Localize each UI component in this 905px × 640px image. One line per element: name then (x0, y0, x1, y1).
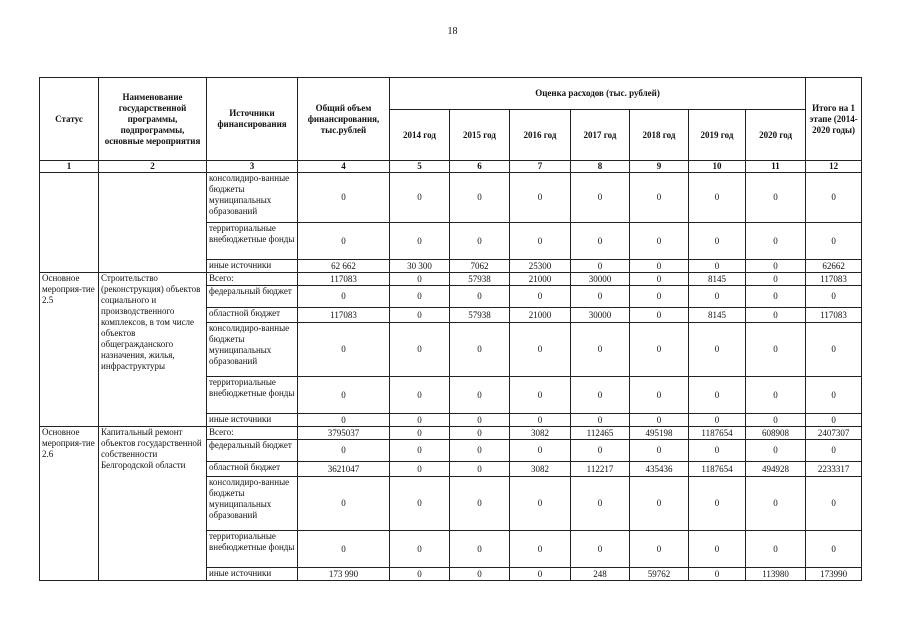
value-cell: 0 (450, 427, 510, 440)
value-cell: 0 (510, 323, 571, 377)
value-cell: 495198 (630, 427, 689, 440)
value-cell: 0 (689, 223, 746, 260)
header-estimate: Оценка расходов (тыс. рублей) (390, 78, 806, 110)
measure-status-cell: Основное мероприя-тие 2.6 (40, 427, 99, 581)
source-cell: федеральный бюджет (207, 286, 298, 308)
value-cell: 0 (390, 286, 450, 308)
value-cell: 0 (630, 260, 689, 273)
value-cell: 0 (630, 477, 689, 531)
value-cell: 0 (630, 273, 689, 286)
value-cell: 0 (689, 568, 746, 581)
header-sources: Источники финансирования (207, 78, 298, 161)
value-cell: 0 (450, 414, 510, 427)
header-year: 2014 год (390, 110, 450, 161)
value-cell: 0 (450, 531, 510, 568)
value-cell: 7062 (450, 260, 510, 273)
source-cell: Всего: (207, 273, 298, 286)
column-number: 10 (689, 161, 746, 173)
column-number: 5 (390, 161, 450, 173)
value-cell: 435436 (630, 462, 689, 477)
value-cell: 0 (390, 440, 450, 462)
value-cell: 0 (510, 531, 571, 568)
value-cell: 0 (689, 477, 746, 531)
value-cell: 0 (510, 377, 571, 414)
value-cell: 3082 (510, 462, 571, 477)
value-cell: 0 (298, 173, 390, 223)
value-cell: 0 (746, 308, 806, 323)
source-cell: территориальные внебюджетные фонды (207, 531, 298, 568)
column-number: 12 (806, 161, 862, 173)
value-cell: 0 (746, 477, 806, 531)
value-cell: 0 (510, 568, 571, 581)
value-cell: 0 (390, 273, 450, 286)
table-row (40, 273, 862, 286)
value-cell: 173990 (806, 568, 862, 581)
column-number: 4 (298, 161, 390, 173)
value-cell: 0 (746, 323, 806, 377)
value-cell: 0 (298, 477, 390, 531)
value-cell: 117083 (298, 308, 390, 323)
value-cell: 0 (390, 414, 450, 427)
value-cell: 57938 (450, 273, 510, 286)
value-cell: 0 (746, 531, 806, 568)
value-cell: 0 (746, 286, 806, 308)
value-cell: 113980 (746, 568, 806, 581)
page-number: 18 (447, 26, 458, 37)
value-cell: 0 (571, 173, 630, 223)
table-row (40, 427, 862, 440)
value-cell: 0 (571, 323, 630, 377)
value-cell: 0 (510, 477, 571, 531)
header-total: Общий объем финансирования, тыс.рублей (298, 78, 390, 161)
source-cell: территориальные внебюджетные фонды (207, 223, 298, 260)
value-cell: 62662 (806, 260, 862, 273)
header-name: Наименование государственной программы, подпрограммы, основные мероприятия (99, 78, 207, 161)
value-cell: 0 (510, 223, 571, 260)
value-cell: 0 (746, 260, 806, 273)
value-cell: 117083 (806, 273, 862, 286)
value-cell: 0 (571, 286, 630, 308)
value-cell: 0 (746, 173, 806, 223)
value-cell: 0 (450, 223, 510, 260)
value-cell: 0 (630, 286, 689, 308)
value-cell: 0 (571, 223, 630, 260)
value-cell: 608908 (746, 427, 806, 440)
value-cell: 0 (298, 223, 390, 260)
value-cell: 0 (806, 440, 862, 462)
value-cell: 0 (450, 286, 510, 308)
value-cell: 0 (298, 531, 390, 568)
value-cell: 0 (510, 414, 571, 427)
value-cell: 0 (630, 173, 689, 223)
value-cell: 0 (510, 286, 571, 308)
source-cell: областной бюджет (207, 462, 298, 477)
measure-name-cell: Строительство (реконструкция) объектов социального и производственного комплексов, в том числе объектов общегражданского назначения, жилья, инфраструктуры (99, 273, 207, 427)
source-cell: федеральный бюджет (207, 440, 298, 462)
value-cell: 0 (689, 323, 746, 377)
value-cell: 0 (746, 414, 806, 427)
value-cell: 0 (450, 462, 510, 477)
value-cell: 0 (806, 323, 862, 377)
value-cell: 0 (450, 477, 510, 531)
value-cell: 0 (298, 414, 390, 427)
header-stage-total: Итого на 1 этапе (2014-2020 годы) (806, 78, 862, 161)
value-cell: 0 (390, 308, 450, 323)
value-cell: 0 (571, 260, 630, 273)
table-row (40, 173, 862, 223)
value-cell: 117083 (298, 273, 390, 286)
value-cell: 0 (298, 323, 390, 377)
header-status: Статус (40, 78, 99, 161)
source-cell: консолидиро-ванные бюджеты муниципальных образований (207, 173, 298, 223)
value-cell: 0 (806, 414, 862, 427)
value-cell: 57938 (450, 308, 510, 323)
column-number: 9 (630, 161, 689, 173)
value-cell: 0 (390, 173, 450, 223)
value-cell: 0 (450, 173, 510, 223)
value-cell: 25300 (510, 260, 571, 273)
header-year: 2019 год (689, 110, 746, 161)
source-cell: территориальные внебюджетные фонды (207, 377, 298, 414)
value-cell: 0 (630, 223, 689, 260)
value-cell: 0 (298, 286, 390, 308)
value-cell: 0 (806, 531, 862, 568)
value-cell: 59762 (630, 568, 689, 581)
value-cell: 3621047 (298, 462, 390, 477)
value-cell: 0 (806, 477, 862, 531)
value-cell: 1187654 (689, 462, 746, 477)
value-cell: 0 (630, 531, 689, 568)
value-cell: 30000 (571, 273, 630, 286)
value-cell: 21000 (510, 273, 571, 286)
header-year: 2020 год (746, 110, 806, 161)
value-cell: 0 (390, 462, 450, 477)
value-cell: 2233317 (806, 462, 862, 477)
column-number: 3 (207, 161, 298, 173)
value-cell: 0 (630, 414, 689, 427)
column-number: 6 (450, 161, 510, 173)
value-cell: 0 (450, 440, 510, 462)
value-cell: 0 (689, 173, 746, 223)
column-numbers-row (40, 161, 862, 173)
source-cell: консолидиро-ванные бюджеты муниципальных образований (207, 477, 298, 531)
table-body (40, 173, 862, 581)
value-cell: 0 (390, 323, 450, 377)
source-cell: иные источники (207, 414, 298, 427)
value-cell: 0 (689, 414, 746, 427)
value-cell: 0 (571, 440, 630, 462)
value-cell: 248 (571, 568, 630, 581)
value-cell: 0 (390, 531, 450, 568)
value-cell: 0 (630, 323, 689, 377)
value-cell: 0 (806, 286, 862, 308)
value-cell: 0 (806, 377, 862, 414)
value-cell: 0 (510, 440, 571, 462)
value-cell: 0 (806, 223, 862, 260)
value-cell: 0 (298, 440, 390, 462)
value-cell: 173 990 (298, 568, 390, 581)
value-cell: 0 (390, 427, 450, 440)
measure-status-cell: Основное мероприя-тие 2.5 (40, 273, 99, 427)
value-cell: 8145 (689, 273, 746, 286)
value-cell: 0 (571, 377, 630, 414)
value-cell: 0 (630, 440, 689, 462)
value-cell: 0 (390, 377, 450, 414)
header-year: 2017 год (571, 110, 630, 161)
value-cell: 0 (390, 568, 450, 581)
value-cell: 21000 (510, 308, 571, 323)
value-cell: 3082 (510, 427, 571, 440)
header-year: 2018 год (630, 110, 689, 161)
header-year: 2015 год (450, 110, 510, 161)
value-cell: 0 (746, 377, 806, 414)
header-year: 2016 год (510, 110, 571, 161)
value-cell: 0 (390, 477, 450, 531)
value-cell: 0 (630, 377, 689, 414)
value-cell: 0 (510, 173, 571, 223)
value-cell: 8145 (689, 308, 746, 323)
value-cell: 0 (746, 440, 806, 462)
source-cell: Всего: (207, 427, 298, 440)
value-cell: 30000 (571, 308, 630, 323)
column-number: 8 (571, 161, 630, 173)
empty-name-cell (99, 173, 207, 273)
value-cell: 117083 (806, 308, 862, 323)
column-number: 7 (510, 161, 571, 173)
value-cell: 0 (689, 531, 746, 568)
value-cell: 2407307 (806, 427, 862, 440)
source-cell: иные источники (207, 568, 298, 581)
value-cell: 0 (746, 223, 806, 260)
value-cell: 3795037 (298, 427, 390, 440)
measure-name-cell: Капитальный ремонт объектов государственной собственности Белгородской области (99, 427, 207, 581)
column-number: 11 (746, 161, 806, 173)
column-number: 1 (40, 161, 99, 173)
value-cell: 0 (571, 531, 630, 568)
value-cell: 0 (450, 323, 510, 377)
source-cell: консолидиро-ванные бюджеты муниципальных образований (207, 323, 298, 377)
empty-status-cell (40, 173, 99, 273)
value-cell: 0 (298, 377, 390, 414)
value-cell: 0 (689, 260, 746, 273)
value-cell: 0 (746, 273, 806, 286)
value-cell: 0 (450, 568, 510, 581)
value-cell: 112217 (571, 462, 630, 477)
value-cell: 30 300 (390, 260, 450, 273)
source-cell: областной бюджет (207, 308, 298, 323)
value-cell: 0 (571, 477, 630, 531)
value-cell: 0 (630, 308, 689, 323)
column-number: 2 (99, 161, 207, 173)
value-cell: 0 (689, 440, 746, 462)
value-cell: 0 (689, 377, 746, 414)
value-cell: 0 (689, 286, 746, 308)
value-cell: 62 662 (298, 260, 390, 273)
value-cell: 0 (450, 377, 510, 414)
value-cell: 494928 (746, 462, 806, 477)
value-cell: 112465 (571, 427, 630, 440)
source-cell: иные источники (207, 260, 298, 273)
value-cell: 1187654 (689, 427, 746, 440)
value-cell: 0 (806, 173, 862, 223)
value-cell: 0 (571, 414, 630, 427)
value-cell: 0 (390, 223, 450, 260)
financing-table (39, 77, 862, 581)
